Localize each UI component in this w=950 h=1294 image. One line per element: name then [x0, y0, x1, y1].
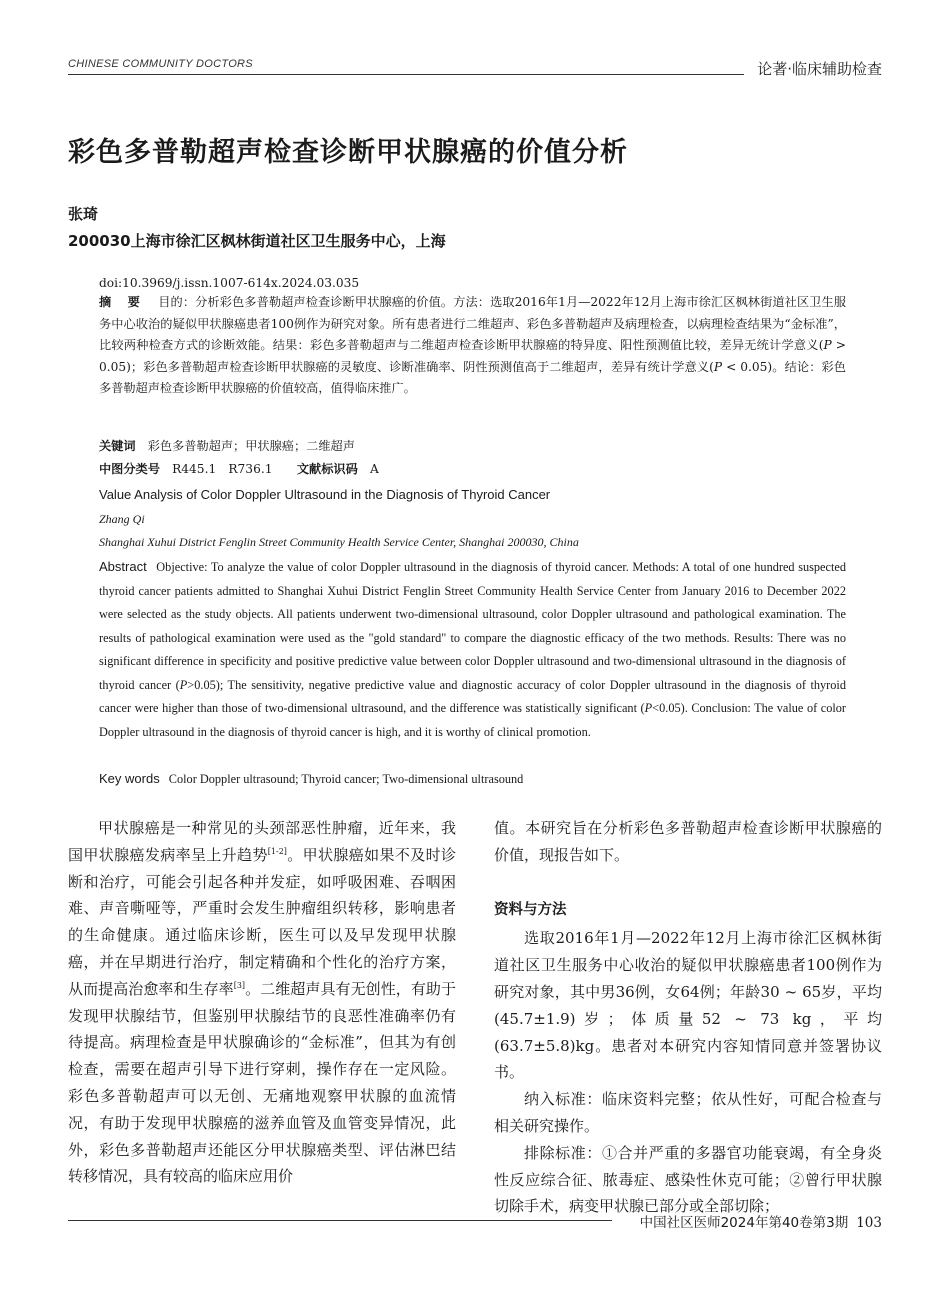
doc-code-value: A	[369, 462, 379, 476]
keywords-cn-label: 关键词	[99, 439, 136, 453]
p-value-symbol: P	[644, 701, 653, 715]
classification	[99, 459, 846, 481]
doc-code-label: 文献标识码	[296, 462, 358, 476]
p-value-symbol: P	[823, 338, 832, 352]
citation-ref: [3]	[233, 980, 246, 990]
keywords-en	[99, 768, 846, 791]
intro-paragraph	[68, 815, 456, 1190]
abstract-en-text-2: >0.05); The sensitivity, negative predictive value and diagnostic accuracy of color Doppler ultrasound in the diagnosis of thyroid cancer were higher than those of two-dimensional ultrasound, and the difference was statistically significant (	[99, 677, 846, 715]
abstract-en	[99, 555, 846, 744]
section-heading: 资料与方法	[494, 901, 567, 918]
body-column-left	[68, 815, 456, 1190]
p-value-symbol: P	[179, 677, 188, 692]
author-affiliation: 200030上海市徐汇区枫林街道社区卫生服务中心，上海	[68, 232, 446, 250]
abstract-en-text-3: <0.05). Conclusion: The value of color Doppler ultrasound in the diagnosis of thyroid cancer is high, and it is worthy of clinical promotion.	[99, 701, 847, 739]
intro-text-2: 。甲状腺癌如果不及时诊断和治疗，可能会引起各种并发症，如呼吸困难、吞咽困难、声音嘶哑等，严重时会发生肿瘤组织转移，影响患者的生命健康。通过临床诊断，医生可以及早发现甲状腺癌，并在早期进行治疗，制定精确和个性化的治疗方案，从而提高治愈率和生存率	[68, 845, 456, 998]
article-title: 彩色多普勒超声检查诊断甲状腺癌的价值分析	[68, 137, 628, 168]
english-affiliation: Shanghai Xuhui District Fenglin Street Community Health Service Center, Shanghai 200030, China	[99, 535, 579, 549]
exclusion-criteria: 排除标准：①合并严重的多器官功能衰竭，有全身炎性反应综合征、脓毒症、感染性休克可能；②曾行甲状腺切除手术，病变甲状腺已部分或全部切除；	[494, 1143, 882, 1216]
author-name: 张琦	[68, 205, 99, 223]
abstract-cn	[99, 292, 846, 400]
footer-rule	[68, 1220, 612, 1221]
journal-name-en: CHINESE COMMUNITY DOCTORS	[68, 58, 253, 70]
keywords-en-label: Key words	[99, 771, 160, 786]
abstract-cn-text-3: < 0.05)。结论：彩色多普勒超声检查诊断甲状腺癌的价值较高，值得临床推广。	[99, 359, 846, 395]
intro-continuation: 值。本研究旨在分析彩色多普勒超声检查诊断甲状腺癌的价值，现报告如下。	[494, 819, 882, 864]
english-title: Value Analysis of Color Doppler Ultrasound in the Diagnosis of Thyroid Cancer	[99, 487, 551, 502]
english-author: Zhang Qi	[99, 512, 145, 526]
page-number: 103	[856, 1215, 882, 1231]
keywords-cn	[99, 436, 846, 458]
p-value-symbol: P	[713, 359, 723, 374]
intro-text-1: 甲状腺癌是一种常见的头颈部恶性肿瘤，近年来，我国甲状腺癌发病率呈上升趋势	[68, 819, 456, 864]
abstract-cn-text-2: > 0.05)；彩色多普勒超声检查诊断甲状腺癌的灵敏度、诊断准确率、阴性预测值高于二维超声，差异有统计学意义(	[99, 338, 846, 374]
keywords-en-value: Color Doppler ultrasound; Thyroid cancer; Two-dimensional ultrasound	[168, 772, 524, 786]
intro-text-3: 。二维超声具有无创性，有助于发现甲状腺结节，但鉴别甲状腺结节的良恶性准确率仍有待提高。病理检查是甲状腺确诊的“金标准”，但其为有创检查，需要在超声引导下进行穿刺，操作存在一定风险。彩色多普勒超声可以无创、无痛地观察甲状腺的血流情况，有助于发现甲状腺癌的滋养血管及血管变异情况，此外，彩色多普勒超声还能区分甲状腺癌类型、评估淋巴结转移情况，具有较高的临床应用价	[68, 979, 456, 1186]
citation-ref: [1-2]	[267, 846, 287, 856]
footer	[640, 1211, 882, 1231]
clc-label: 中图分类号	[99, 462, 160, 476]
section-label: 论著·临床辅助检查	[757, 60, 882, 78]
abstract-en-text-1: Objective: To analyze the value of color Doppler ultrasound in the diagnosis of thyroid cancer. Methods: A total of one hundred suspected thyroid cancer patients admitted to Shanghai Xuhui District Fenglin Street Community Health Service Center from January 2016 to December 2022 were selected as the study objects. All patients underwent two-dimensional ultrasound, color Doppler ultrasound and pathological examination. The results of pathological examination were used as the "gold standard" to compare the diagnostic efficacy of the two methods. Results: There was no significant difference in specificity and positive predictive value between color Doppler ultrasound and two-dimensional ultrasound in the diagnosis of thyroid cancer (	[99, 560, 846, 692]
inclusion-criteria: 纳入标准：临床资料完整；依从性好，可配合检查与相关研究操作。	[494, 1090, 882, 1135]
keywords-cn-value: 彩色多普勒超声；甲状腺癌；二维超声	[147, 439, 355, 453]
abstract-cn-label: 摘 要	[99, 295, 146, 309]
abstract-cn-text-1: 目的：分析彩色多普勒超声检查诊断甲状腺癌的价值。方法：选取2016年1月—2022年12月上海市徐汇区枫林街道社区卫生服务中心收治的疑似甲状腺癌患者100例作为研究对象。所有患者进行二维超声、彩色多普勒超声及病理检查，以病理检查结果为“金标准”，比较两种检查方式的诊断效能。结果：彩色多普勒超声与二维超声检查诊断甲状腺癌的特异度、阳性预测值比较，差异无统计学意义(	[99, 295, 847, 352]
journal-issue: 中国社区医师2024年第40卷第3期	[639, 1215, 849, 1231]
abstract-en-label: Abstract	[99, 559, 147, 574]
body-column-right	[494, 815, 882, 1220]
methods-paragraph-1: 选取2016年1月—2022年12月上海市徐汇区枫林街道社区卫生服务中心收治的疑似甲状腺癌患者100例作为研究对象，其中男36例，女64例；年龄30 ~ 65岁，平均(45.7±1.9)岁；体质量52 ~ 73 kg，平均(63.7±5.8)kg。患者对本研究内容知情同意并签署协议书。	[494, 929, 882, 1082]
header-rule	[68, 74, 744, 75]
doi: doi:10.3969/j.issn.1007-614x.2024.03.035	[99, 276, 360, 290]
clc-value: R445.1 R736.1	[172, 462, 273, 476]
